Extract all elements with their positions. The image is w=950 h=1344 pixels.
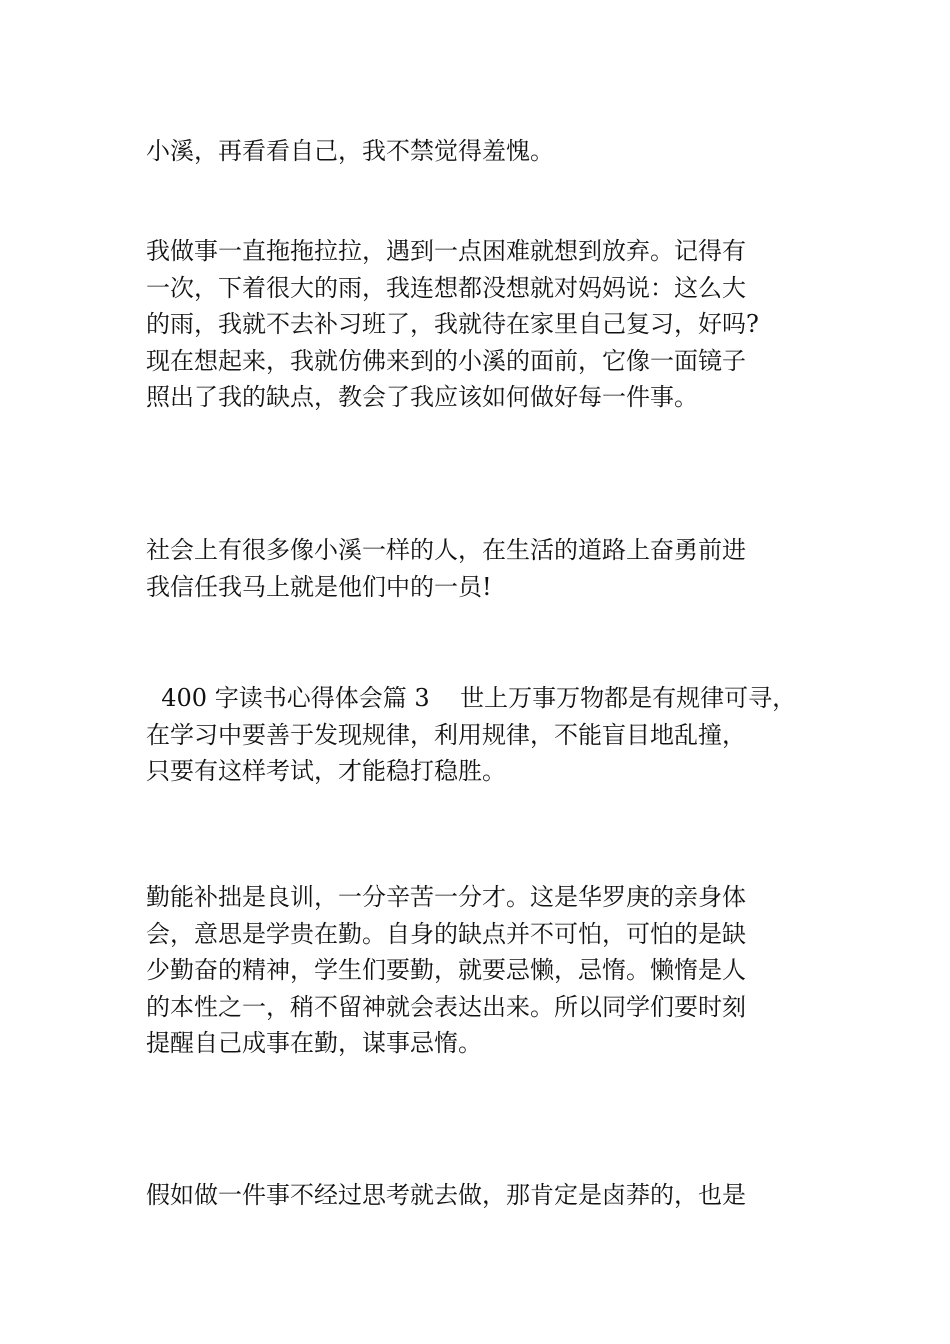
- text-line: 400 字读书心得体会篇 3 世上万事万物都是有规律可寻，: [146, 684, 797, 712]
- text-line: 在学习中要善于发现规律，利用规律，不能盲目地乱撞，: [146, 720, 746, 749]
- text-line: 一次，下着很大的雨，我连想都没想就对妈妈说：这么大: [146, 273, 746, 302]
- text-line: 假如做一件事不经过思考就去做，那肯定是卤莽的，也是: [146, 1181, 746, 1209]
- paragraph-1: [146, 133, 816, 170]
- paragraph-2: [146, 233, 816, 416]
- text-line: 提醒自己成事在勤，谋事忌惰。: [146, 1029, 482, 1057]
- paragraph-6: [146, 1177, 816, 1214]
- text-line: 我信任我马上就是他们中的一员!: [146, 572, 492, 601]
- text-line: 社会上有很多像小溪一样的人，在生活的道路上奋勇前进: [146, 536, 746, 564]
- text-line: 的雨，我就不去补习班了，我就待在家里自己复习，好吗?: [146, 310, 759, 338]
- text-line: 现在想起来，我就仿佛来到的小溪的面前，它像一面镜子: [146, 346, 746, 375]
- paragraph-3: [146, 532, 816, 605]
- text-line: 勤能补拙是良训，一分辛苦一分才。这是华罗庚的亲身体: [146, 883, 746, 911]
- text-line: 我做事一直拖拖拉拉，遇到一点困难就想到放弃。记得有: [146, 237, 746, 265]
- paragraph-5: [146, 879, 816, 1062]
- paragraph-4: [146, 680, 816, 790]
- text-line: 只要有这样考试，才能稳打稳胜。: [146, 757, 506, 785]
- text-line: 会，意思是学贵在勤。自身的缺点并不可怕，可怕的是缺: [146, 919, 746, 948]
- text-line: 照出了我的缺点，教会了我应该如何做好每一件事。: [146, 383, 698, 411]
- text-line: 的本性之一，稍不留神就会表达出来。所以同学们要时刻: [146, 992, 746, 1021]
- text-line: 少勤奋的精神，学生们要勤，就要忌懒，忌惰。懒惰是人: [146, 956, 746, 984]
- text-line: 小溪，再看看自己，我不禁觉得羞愧。: [146, 137, 554, 165]
